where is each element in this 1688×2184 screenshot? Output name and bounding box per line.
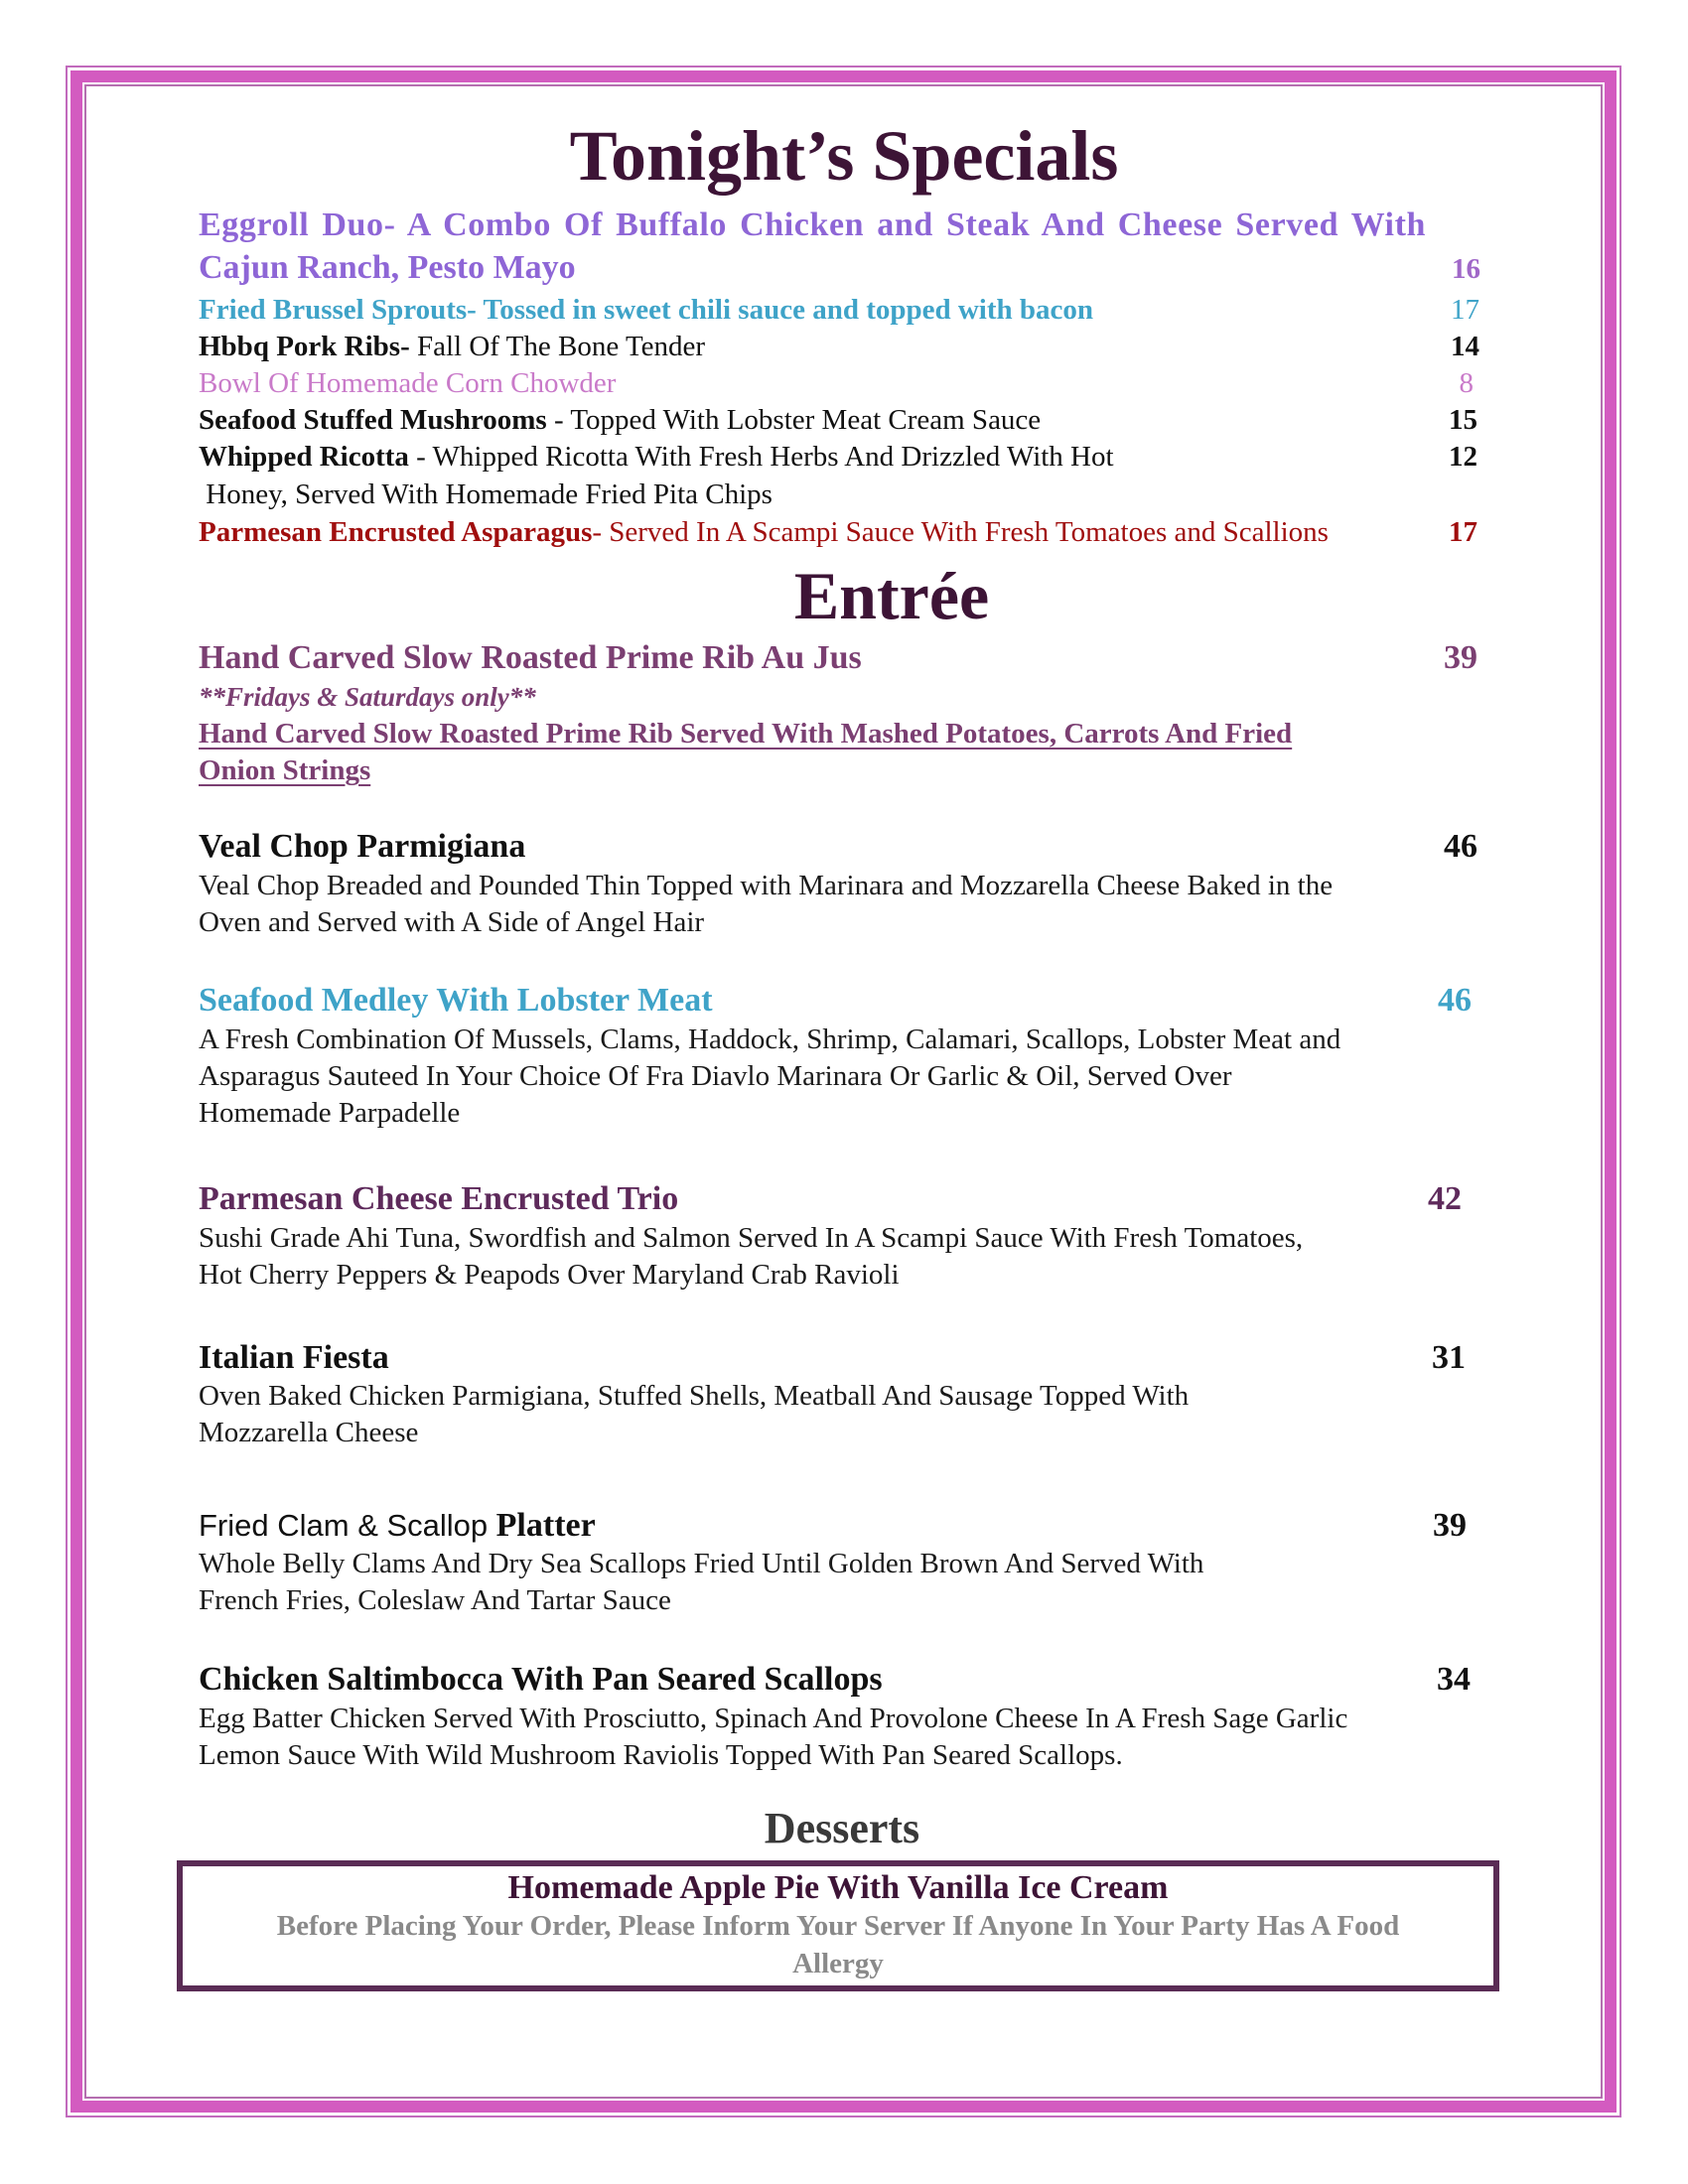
- allergy-note-line2: Allergy: [792, 1948, 884, 1979]
- entree-prime-rib-note: **Fridays & Saturdays only**: [199, 682, 536, 712]
- entree-prime-rib-desc-2: Onion Strings: [199, 754, 371, 786]
- special-stuffed-mushrooms: [199, 406, 1041, 435]
- entree-seafood-medley-desc-2: Asparagus Sauteed In Your Choice Of Fra Diavlo Marinara Or Garlic & Oil, Served Over: [199, 1060, 1232, 1092]
- special-brussel-sprouts: Fried Brussel Sprouts- Tossed in sweet chili sauce and topped with bacon: [199, 294, 1094, 326]
- entree-seafood-medley-price: 46: [1438, 982, 1472, 1019]
- special-asparagus: [199, 518, 1329, 547]
- entree-saltimbocca-name: Chicken Saltimbocca With Pan Seared Scallops: [199, 1661, 883, 1698]
- special-mushrooms-name: Seafood Stuffed Mushrooms: [199, 404, 547, 436]
- special-brussel-price: 17: [1451, 294, 1479, 326]
- entree-seafood-medley-desc-1: A Fresh Combination Of Mussels, Clams, Haddock, Shrimp, Calamari, Scallops, Lobster Meat and: [199, 1024, 1341, 1055]
- special-ricotta-price: 12: [1449, 441, 1477, 473]
- entree-fried-clam-name: [199, 1509, 596, 1543]
- special-mushrooms-price: 15: [1449, 404, 1477, 436]
- special-eggroll-price: 16: [1452, 253, 1480, 285]
- entree-veal-price: 46: [1444, 828, 1477, 865]
- entree-parmesan-trio-desc-2: Hot Cherry Peppers & Peapods Over Maryland Crab Ravioli: [199, 1259, 900, 1291]
- entree-parmesan-trio-price: 42: [1428, 1180, 1462, 1217]
- desserts-title: Desserts: [764, 1804, 920, 1852]
- entree-prime-rib-price: 39: [1444, 639, 1477, 676]
- special-ribs-desc: Fall Of The Bone Tender: [409, 331, 706, 362]
- dessert-apple-pie: Homemade Apple Pie With Vanilla Ice Cream: [507, 1869, 1169, 1906]
- entree-prime-rib-name: Hand Carved Slow Roasted Prime Rib Au Jus: [199, 639, 862, 676]
- entree-title: Entrée: [793, 558, 990, 633]
- special-ricotta-desc: - Whipped Ricotta With Fresh Herbs And Drizzled With Hot: [408, 441, 1114, 473]
- entree-fried-clam-desc-1: Whole Belly Clams And Dry Sea Scallops Fried Until Golden Brown And Served With: [199, 1548, 1204, 1579]
- special-chowder-price: 8: [1459, 367, 1474, 399]
- special-asparagus-name: Parmesan Encrusted Asparagus: [199, 516, 593, 548]
- special-asparagus-desc: - Served In A Scampi Sauce With Fresh Tomatoes and Scallions: [592, 516, 1329, 548]
- special-ricotta-desc-line2: Honey, Served With Homemade Fried Pita Chips: [199, 478, 773, 510]
- special-mushrooms-desc: - Topped With Lobster Meat Cream Sauce: [546, 404, 1042, 436]
- entree-italian-fiesta-price: 31: [1432, 1339, 1466, 1376]
- entree-saltimbocca-desc-1: Egg Batter Chicken Served With Prosciutto, Spinach And Provolone Cheese In A Fresh Sage Garlic: [199, 1703, 1348, 1734]
- allergy-note-line1: Before Placing Your Order, Please Inform Your Server If Anyone In Your Party Has A Food: [276, 1910, 1400, 1942]
- entree-italian-fiesta-desc-2: Mozzarella Cheese: [199, 1417, 419, 1448]
- entree-veal-desc-1: Veal Chop Breaded and Pounded Thin Topped with Marinara and Mozzarella Cheese Baked in the: [199, 870, 1334, 901]
- specials-title: Tonight’s Specials: [569, 116, 1119, 196]
- special-whipped-ricotta: [199, 443, 1114, 472]
- entree-parmesan-trio-name: Parmesan Cheese Encrusted Trio: [199, 1180, 679, 1217]
- entree-veal-name: Veal Chop Parmigiana: [199, 828, 526, 865]
- entree-seafood-medley-name: Seafood Medley With Lobster Meat: [199, 982, 713, 1019]
- entree-fried-clam-name-b: Platter: [488, 1507, 596, 1544]
- entree-seafood-medley-desc-3: Homemade Parpadelle: [199, 1097, 461, 1129]
- special-eggroll-line1: Eggroll Duo- A Combo Of Buffalo Chicken and Steak And Cheese Served With: [199, 206, 1427, 243]
- entree-parmesan-trio-desc-1: Sushi Grade Ahi Tuna, Swordfish and Salmon Served In A Scampi Sauce With Fresh Tomatoes,: [199, 1222, 1304, 1254]
- entree-veal-desc-2: Oven and Served with A Side of Angel Hair: [199, 906, 705, 938]
- special-ribs: [199, 333, 705, 361]
- entree-saltimbocca-price: 34: [1437, 1661, 1471, 1698]
- special-corn-chowder: Bowl Of Homemade Corn Chowder: [199, 367, 617, 399]
- entree-fried-clam-price: 39: [1433, 1507, 1467, 1544]
- entree-italian-fiesta-desc-1: Oven Baked Chicken Parmigiana, Stuffed Shells, Meatball And Sausage Topped With: [199, 1380, 1190, 1412]
- special-asparagus-price: 17: [1449, 516, 1477, 548]
- entree-italian-fiesta-name: Italian Fiesta: [199, 1339, 389, 1376]
- entree-fried-clam-desc-2: French Fries, Coleslaw And Tartar Sauce: [199, 1584, 671, 1616]
- entree-fried-clam-name-a: Fried Clam & Scallop: [199, 1508, 489, 1543]
- entree-prime-rib-desc-1: Hand Carved Slow Roasted Prime Rib Served With Mashed Potatoes, Carrots And Fried: [199, 718, 1293, 750]
- special-eggroll-line2: Cajun Ranch, Pesto Mayo: [199, 249, 576, 286]
- special-ribs-name: Hbbq Pork Ribs-: [199, 331, 410, 362]
- special-ricotta-name: Whipped Ricotta: [199, 441, 409, 473]
- entree-saltimbocca-desc-2: Lemon Sauce With Wild Mushroom Raviolis Topped With Pan Seared Scallops.: [199, 1739, 1123, 1771]
- special-ribs-price: 14: [1451, 331, 1479, 362]
